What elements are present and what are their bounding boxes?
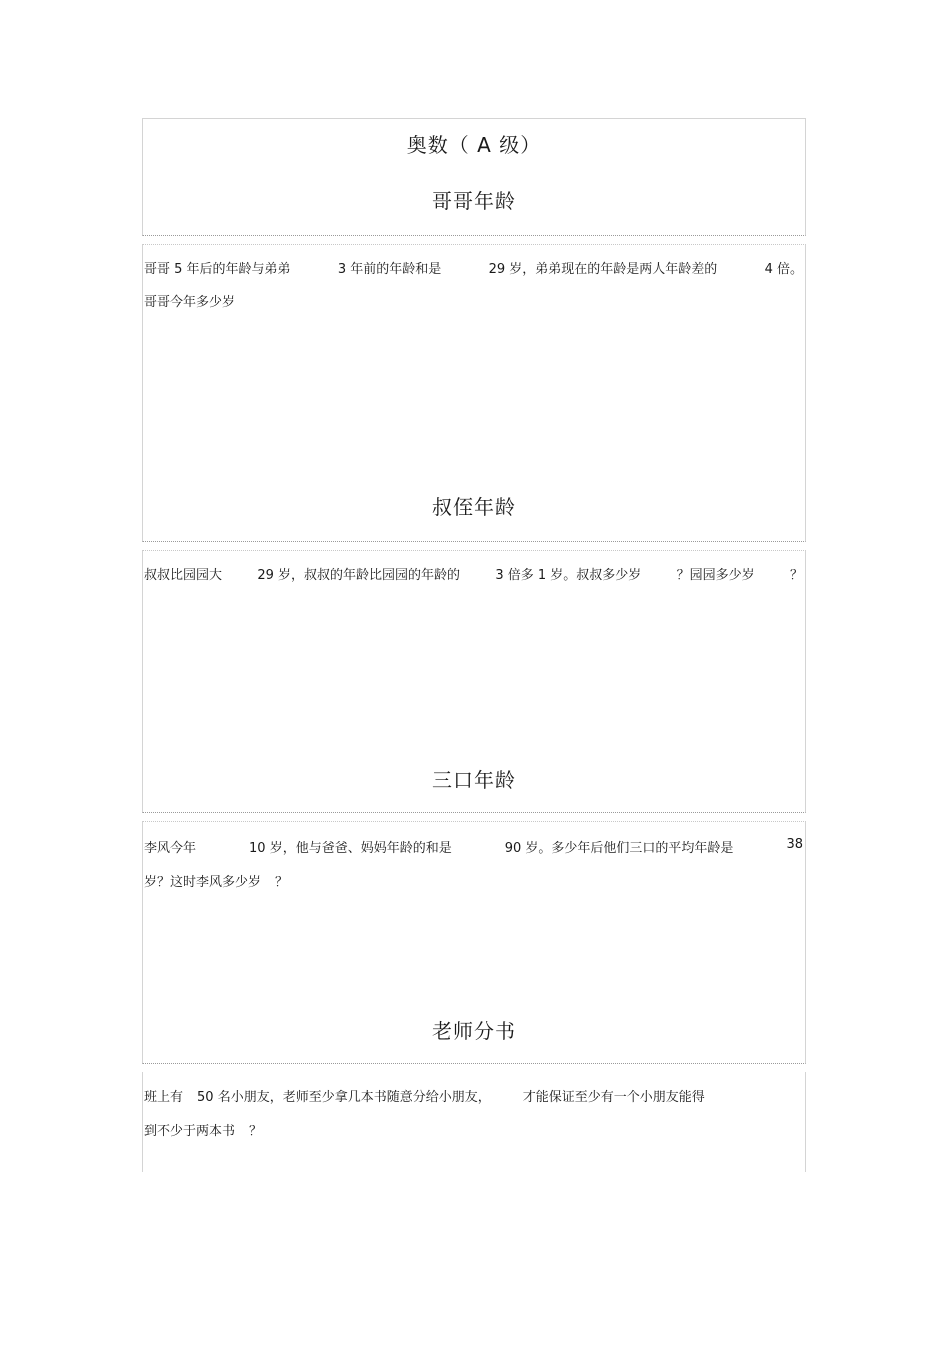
problem-3-line-1 xyxy=(144,837,803,856)
problem-4-line-2 xyxy=(144,1120,803,1139)
text-segment: 李风今年 xyxy=(144,841,197,856)
text-segment: 29 岁，弟弟现在的年龄是两人年龄差的 xyxy=(488,262,718,277)
title-block xyxy=(142,118,806,236)
text-segment: ？园园多少岁 xyxy=(676,568,755,583)
text-segment: 38 xyxy=(786,837,803,852)
text-segment: 到不少于两本书 xyxy=(144,1124,236,1139)
problem-1-line-2 xyxy=(144,291,803,310)
text-segment: 哥哥今年多少岁 xyxy=(144,295,236,310)
text-segment: 班上有 xyxy=(144,1090,184,1105)
text-segment: 10 岁，他与爸爸、妈妈年龄的和是 xyxy=(249,841,452,856)
section-title-4: 老师分书 xyxy=(432,1019,516,1043)
problem-1-line-1 xyxy=(144,258,803,277)
text-segment: 3 倍多 1 岁。叔叔多少岁 xyxy=(495,568,642,583)
problem-2-line-1 xyxy=(144,564,803,583)
text-segment: ？ xyxy=(789,568,803,583)
problem-3-line-2 xyxy=(144,871,803,890)
section-title-2: 叔侄年龄 xyxy=(432,495,516,519)
text-segment: 29 岁，叔叔的年龄比园园的年龄的 xyxy=(257,568,461,583)
text-segment: ？ xyxy=(249,1124,263,1139)
problem-block-1 xyxy=(142,244,806,542)
text-segment: 岁？这时李风多少岁 xyxy=(144,875,262,890)
text-segment: 叔叔比园园大 xyxy=(144,568,223,583)
text-segment: 90 岁。多少年后他们三口的平均年龄是 xyxy=(504,841,734,856)
problem-block-2 xyxy=(142,550,806,813)
text-segment: ？ xyxy=(275,875,289,890)
section-title-3: 三口年龄 xyxy=(432,768,516,792)
text-segment: 3 年前的年龄和是 xyxy=(337,262,442,277)
section-title-1: 哥哥年龄 xyxy=(432,189,516,213)
text-segment: 哥哥 5 年后的年龄与弟弟 xyxy=(144,262,291,277)
document-title: 奥数（ A 级） xyxy=(406,133,542,157)
text-segment: 4 倍。 xyxy=(764,262,803,277)
problem-block-4 xyxy=(142,1072,806,1172)
problem-block-3 xyxy=(142,821,806,1064)
text-segment: 才能保证至少有一个小朋友能得 xyxy=(522,1090,705,1105)
problem-4-line-1 xyxy=(144,1086,803,1105)
text-segment: 50 名小朋友，老师至少拿几本书随意分给小朋友， xyxy=(197,1090,491,1105)
